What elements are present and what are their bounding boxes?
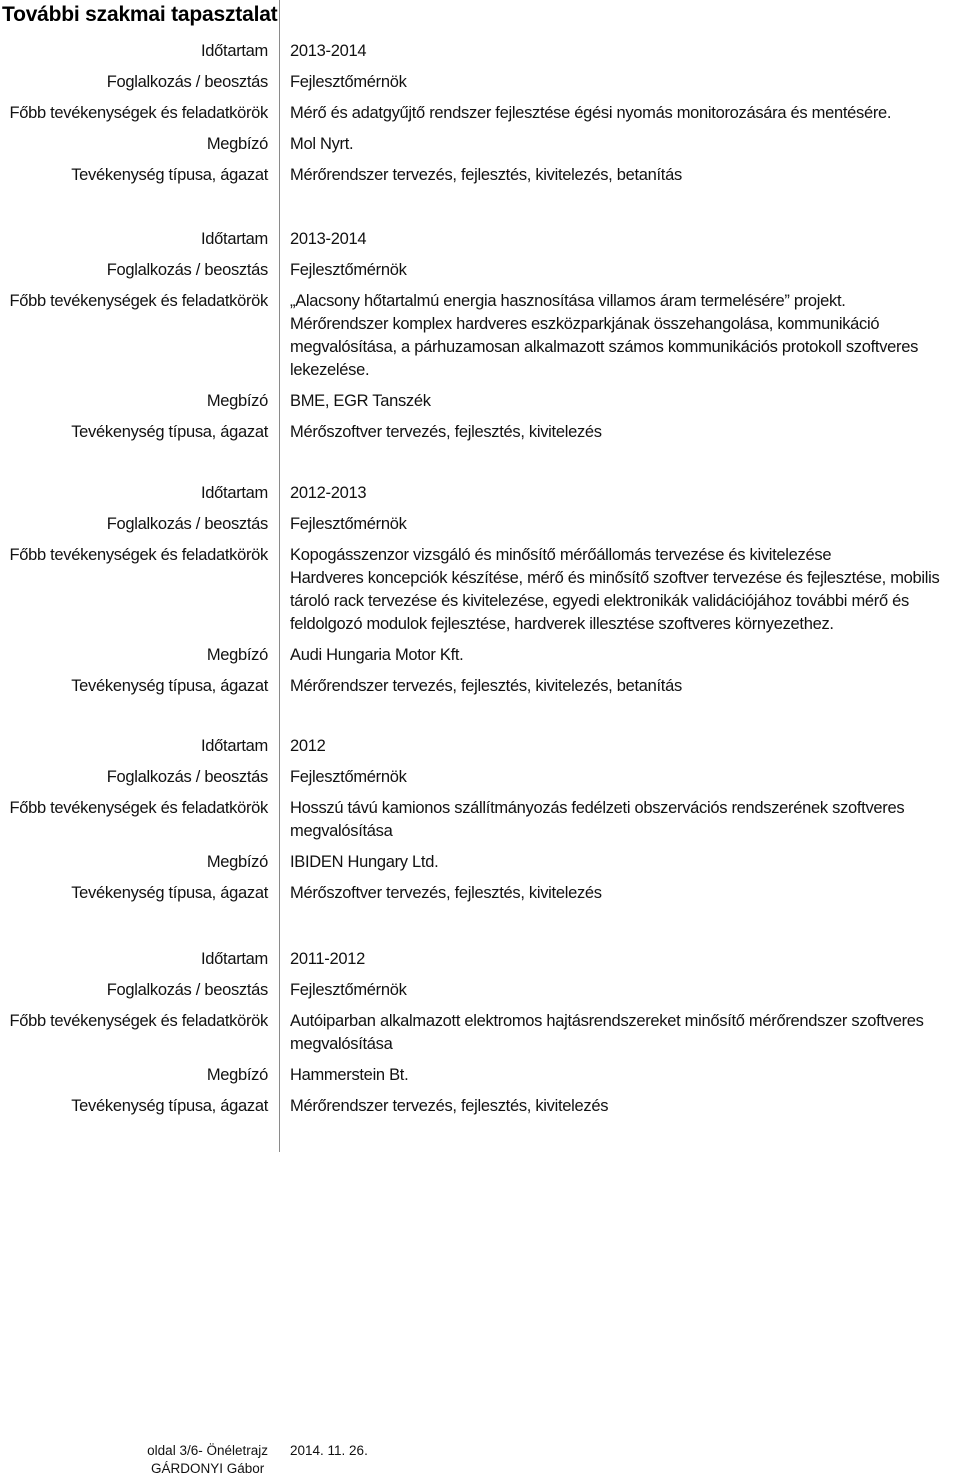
task-paragraph: Mérőrendszer komplex hardveres eszközparkjának összehangolása, kommunikáció megvalósítása, a párhuzamosan alkalmazott számos kommunikációs protokoll szoftveres lekezelése. (290, 315, 919, 379)
position-row (0, 513, 960, 536)
duration-label: Időtartam (201, 484, 268, 502)
duration-value: 2013-2014 (290, 42, 367, 60)
tasks-value (290, 290, 950, 382)
duration-row (0, 948, 960, 971)
client-value: Mol Nyrt. (290, 135, 354, 153)
position-value: Fejlesztőmérnök (290, 768, 407, 786)
position-label: Foglalkozás / beosztás (106, 981, 268, 999)
experience-entry (0, 40, 960, 187)
client-row (0, 390, 960, 413)
footer-page-label: oldal 3/6- Önéletrajz (147, 1443, 268, 1458)
task-paragraph: Autóiparban alkalmazott elektromos hajtásrendszereket minősítő mérőrendszer szoftveres megvalósítása (290, 1012, 924, 1053)
footer-identity (147, 1442, 268, 1478)
duration-label: Időtartam (201, 230, 268, 248)
tasks-label: Főbb tevékenységek és feladatkörök (9, 1012, 268, 1030)
position-label: Foglalkozás / beosztás (106, 515, 268, 533)
type-label: Tevékenység típusa, ágazat (71, 1097, 268, 1115)
client-value: BME, EGR Tanszék (290, 392, 431, 410)
position-label: Foglalkozás / beosztás (106, 261, 268, 279)
activity-type-row (0, 882, 960, 905)
activity-type-row (0, 675, 960, 698)
duration-value: 2011-2012 (290, 950, 365, 968)
position-value: Fejlesztőmérnök (290, 73, 407, 91)
client-value: Hammerstein Bt. (290, 1066, 409, 1084)
position-row (0, 259, 960, 282)
task-paragraph: Hosszú távú kamionos szállítmányozás fedélzeti obszervációs rendszerének szoftveres megvalósítása (290, 799, 905, 840)
task-paragraph: Kopogásszenzor vizsgáló és minősítő mérőállomás tervezése és kivitelezése (290, 546, 832, 564)
position-value: Fejlesztőmérnök (290, 515, 407, 533)
position-value: Fejlesztőmérnök (290, 261, 407, 279)
client-label: Megbízó (206, 135, 268, 153)
experience-entry (0, 228, 960, 444)
task-paragraph: Hardveres koncepciók készítése, mérő és minősítő szoftver tervezése és fejlesztése, mobilis tároló rack tervezése és kivitelezése, egyedi elektronikák validációjához további mérő és feldolgozó modulok fejlesztése, hardverek illesztése szoftveres környezethez. (290, 569, 940, 633)
position-label: Foglalkozás / beosztás (106, 73, 268, 91)
activity-type-row (0, 421, 960, 444)
duration-row (0, 735, 960, 758)
type-value: Mérőrendszer tervezés, fejlesztés, kivitelezés, betanítás (290, 677, 682, 695)
client-row (0, 1064, 960, 1087)
tasks-label: Főbb tevékenységek és feladatkörök (9, 799, 268, 817)
type-label: Tevékenység típusa, ágazat (71, 677, 268, 695)
tasks-label: Főbb tevékenységek és feladatkörök (9, 292, 268, 310)
client-label: Megbízó (206, 392, 268, 410)
client-row (0, 851, 960, 874)
type-label: Tevékenység típusa, ágazat (71, 884, 268, 902)
client-row (0, 644, 960, 667)
duration-label: Időtartam (201, 42, 268, 60)
duration-label: Időtartam (201, 950, 268, 968)
tasks-value (290, 102, 950, 125)
type-value: Mérőrendszer tervezés, fejlesztés, kivitelezés, betanítás (290, 166, 682, 184)
tasks-value (290, 1010, 950, 1056)
activity-type-row (0, 164, 960, 187)
type-label: Tevékenység típusa, ágazat (71, 166, 268, 184)
tasks-row (0, 797, 960, 843)
experience-entry (0, 482, 960, 698)
tasks-value (290, 544, 950, 636)
experience-entry (0, 948, 960, 1118)
client-value: IBIDEN Hungary Ltd. (290, 853, 439, 871)
duration-value: 2012-2013 (290, 484, 367, 502)
task-paragraph: „Alacsony hőtartalmú energia hasznosítása villamos áram termelésére” projekt. (290, 292, 846, 310)
duration-row (0, 40, 960, 63)
footer-date: 2014. 11. 26. (290, 1443, 368, 1458)
footer-author-name: GÁRDONYI Gábor (150, 1461, 265, 1476)
type-value: Mérőrendszer tervezés, fejlesztés, kivitelezés (290, 1097, 609, 1115)
activity-type-row (0, 1095, 960, 1118)
position-row (0, 766, 960, 789)
experience-entry (0, 735, 960, 905)
tasks-label: Főbb tevékenységek és feladatkörök (9, 104, 268, 122)
client-label: Megbízó (206, 1066, 268, 1084)
client-label: Megbízó (206, 646, 268, 664)
client-label: Megbízó (206, 853, 268, 871)
type-label: Tevékenység típusa, ágazat (71, 423, 268, 441)
section-title: További szakmai tapasztalat (2, 3, 278, 26)
duration-value: 2013-2014 (290, 230, 367, 248)
type-value: Mérőszoftver tervezés, fejlesztés, kivitelezés (290, 423, 602, 441)
duration-row (0, 482, 960, 505)
tasks-label: Főbb tevékenységek és feladatkörök (9, 546, 268, 564)
tasks-row (0, 544, 960, 636)
tasks-row (0, 1010, 960, 1056)
client-value: Audi Hungaria Motor Kft. (290, 646, 464, 664)
position-row (0, 71, 960, 94)
client-row (0, 133, 960, 156)
position-label: Foglalkozás / beosztás (106, 768, 268, 786)
type-value: Mérőszoftver tervezés, fejlesztés, kivitelezés (290, 884, 602, 902)
tasks-row (0, 102, 960, 125)
tasks-value (290, 797, 950, 843)
position-row (0, 979, 960, 1002)
duration-label: Időtartam (201, 737, 268, 755)
duration-value: 2012 (290, 737, 326, 755)
duration-row (0, 228, 960, 251)
task-paragraph: Mérő és adatgyűjtő rendszer fejlesztése égési nyomás monitorozására és mentésére. (290, 104, 892, 122)
tasks-row (0, 290, 960, 382)
position-value: Fejlesztőmérnök (290, 981, 407, 999)
